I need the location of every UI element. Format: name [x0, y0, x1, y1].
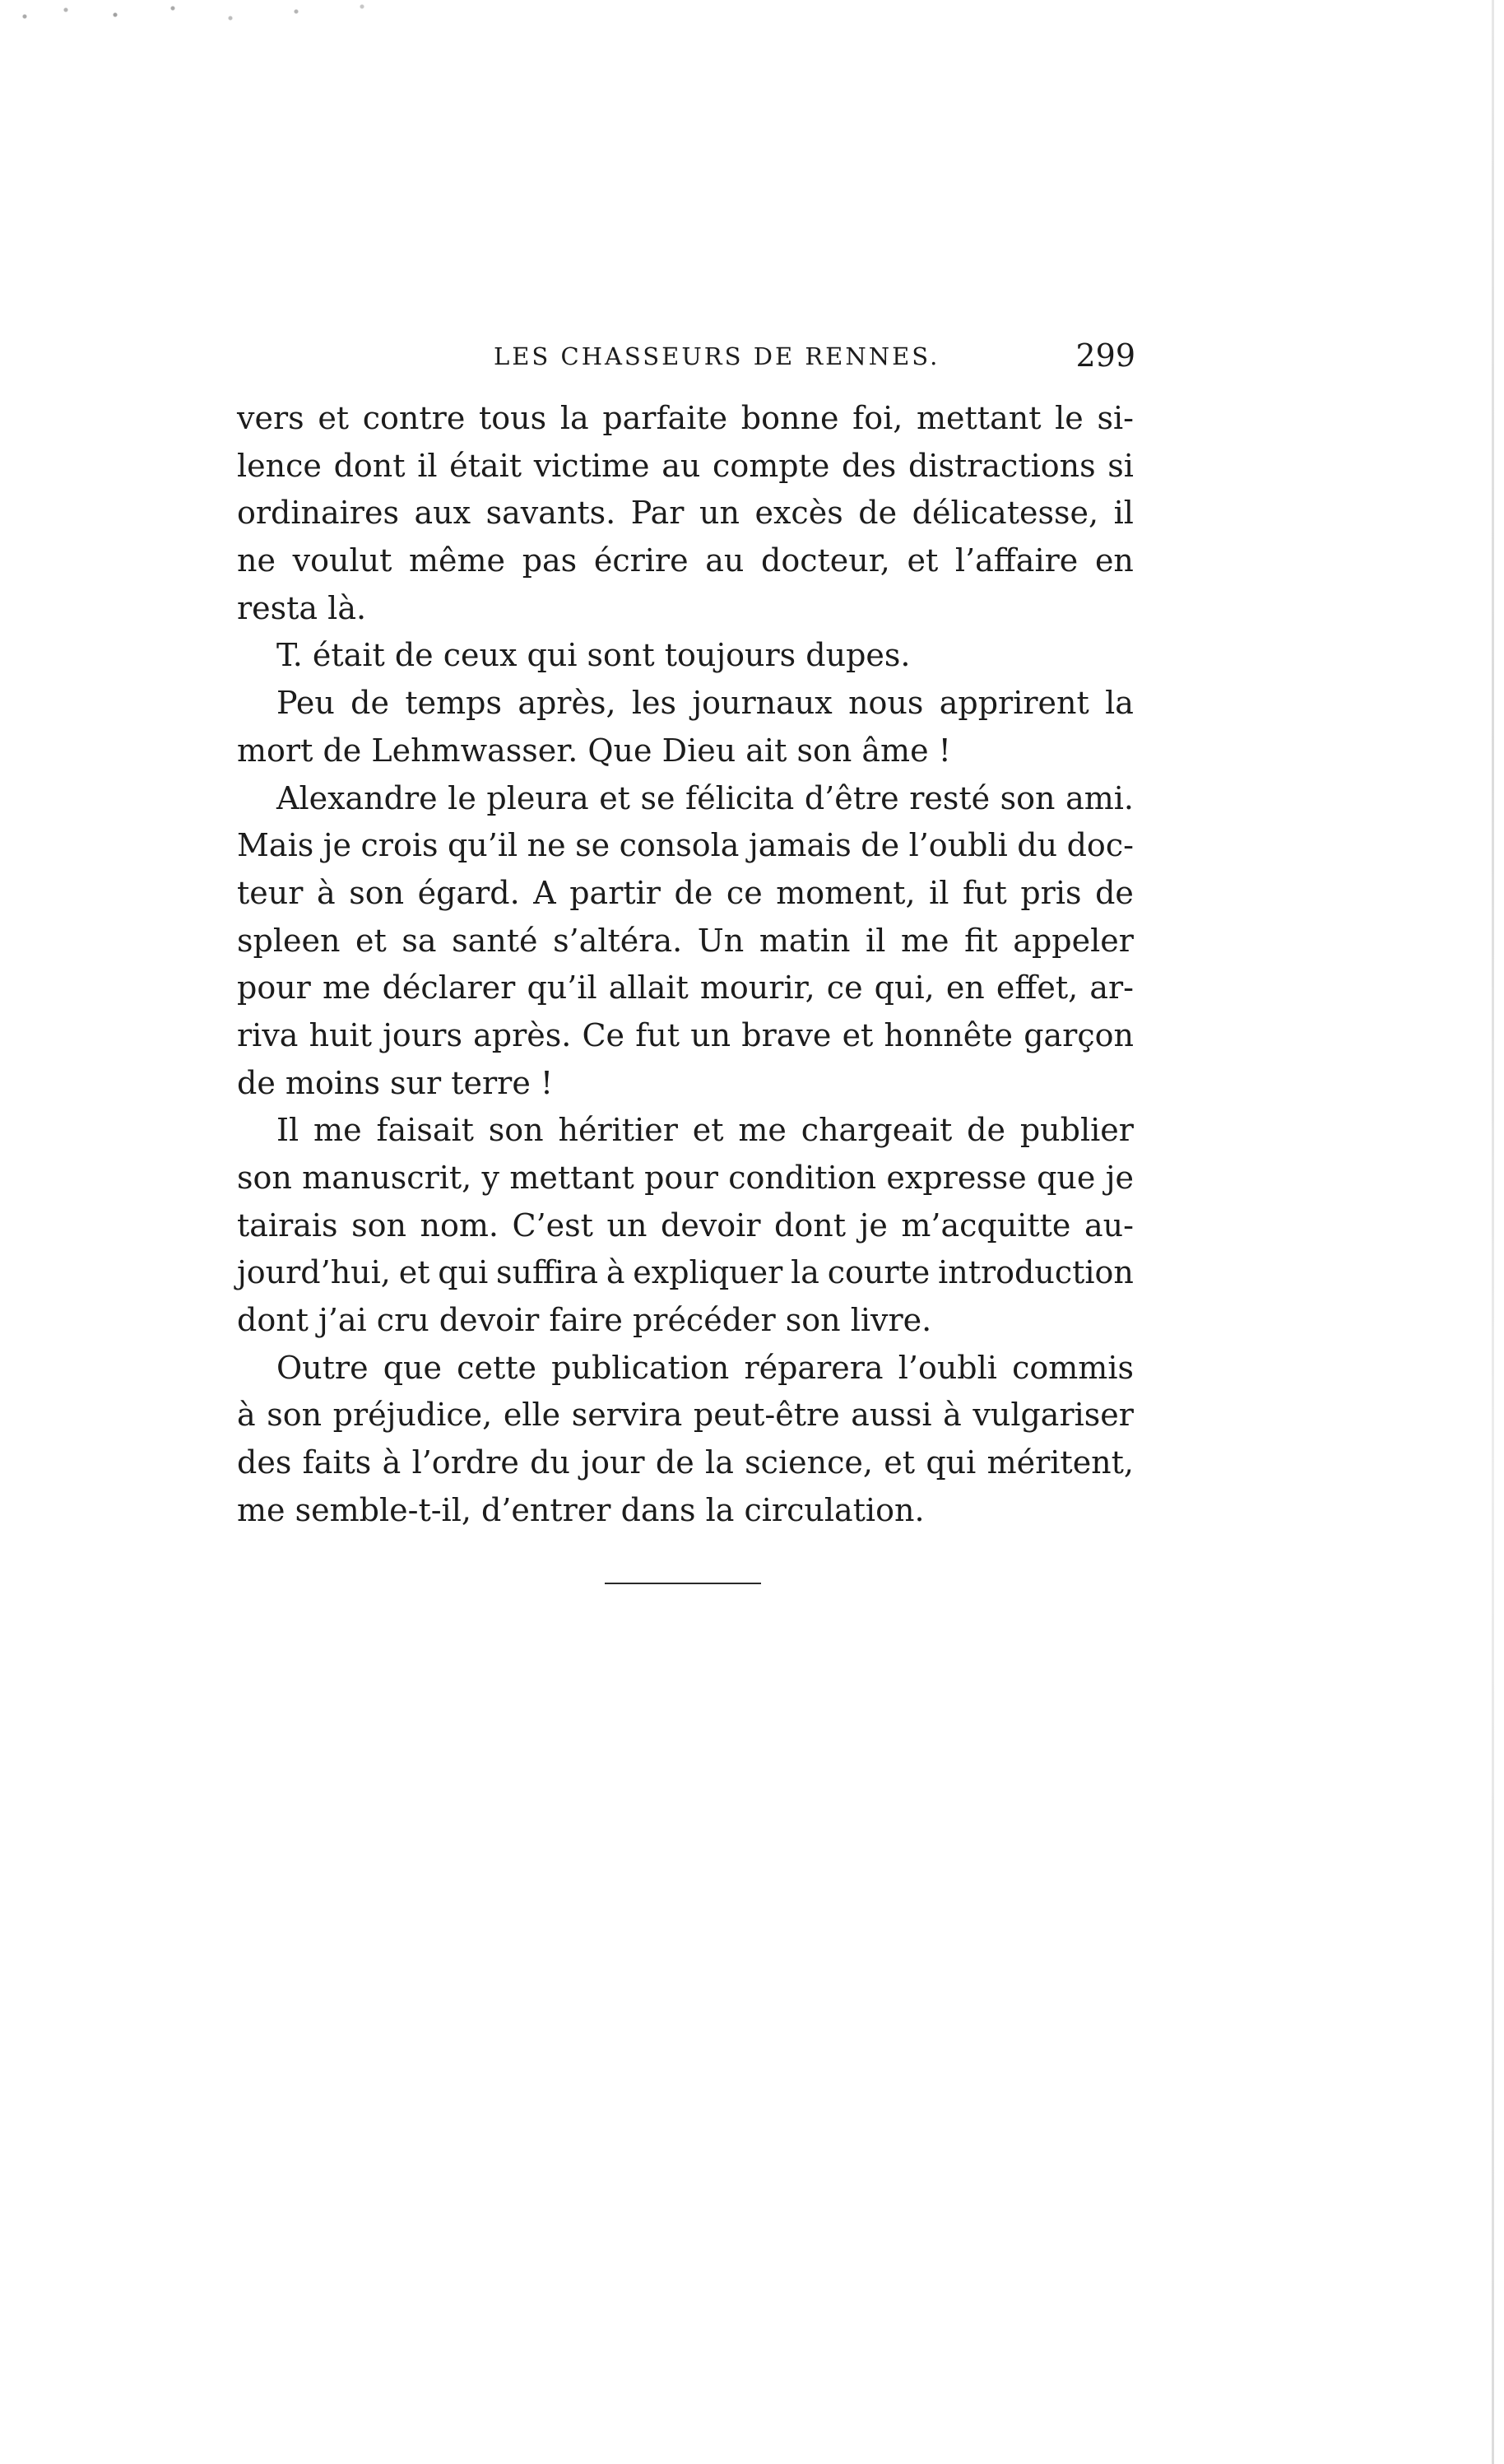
- word: en: [1094, 542, 1134, 579]
- word: son: [351, 1206, 406, 1244]
- word: y: [481, 1160, 500, 1196]
- text-line: [237, 1107, 1134, 1155]
- word: qu’il: [527, 969, 597, 1007]
- word: chargeait: [801, 1112, 953, 1149]
- word: me: [237, 1491, 295, 1528]
- text-line: [237, 965, 1134, 1012]
- word: tairais: [237, 1206, 338, 1244]
- word: savants.: [485, 495, 616, 532]
- word: !: [938, 732, 951, 769]
- word: dont: [774, 1206, 846, 1244]
- word: lence: [237, 447, 322, 484]
- word: des: [841, 447, 897, 484]
- text-line: [237, 918, 1134, 965]
- word: docteur,: [761, 542, 890, 579]
- word: égard.: [417, 874, 520, 911]
- word: et: [884, 1444, 915, 1481]
- word: moment,: [776, 874, 916, 911]
- word: l’oubli: [908, 827, 1008, 864]
- word: héritier: [558, 1112, 678, 1149]
- word: d’être: [804, 779, 899, 816]
- word: de: [674, 874, 713, 911]
- word: victime: [533, 447, 650, 484]
- word: parfaite: [602, 400, 728, 436]
- word: il: [929, 874, 949, 911]
- word: était: [312, 637, 395, 674]
- word: ait: [745, 732, 797, 769]
- word: je: [323, 827, 351, 864]
- word: au: [661, 447, 701, 484]
- word: moins: [285, 1064, 391, 1101]
- word: partir: [569, 874, 661, 911]
- word: précéder: [632, 1302, 786, 1339]
- word: de: [394, 637, 443, 674]
- word: félicita: [685, 779, 795, 816]
- word: effet,: [996, 969, 1079, 1007]
- word: il: [866, 922, 886, 959]
- word: manuscrit,: [302, 1160, 472, 1196]
- word: jours: [383, 1016, 462, 1053]
- text-line: [237, 632, 1134, 680]
- word: toujours: [664, 637, 806, 674]
- text-line: [237, 1249, 1134, 1297]
- word: qu’il: [447, 827, 518, 864]
- word: à: [237, 1397, 256, 1434]
- word: excès: [754, 495, 843, 532]
- scan-artifact: [0, 0, 428, 58]
- word: resté: [909, 779, 991, 816]
- word: sont: [587, 637, 665, 674]
- word: l’affaire: [954, 542, 1079, 579]
- word: son: [488, 1112, 544, 1149]
- word: et: [842, 1016, 874, 1053]
- word: du: [1017, 827, 1058, 864]
- word: spleen: [237, 922, 341, 959]
- word: Outre: [276, 1349, 369, 1386]
- word: ami.: [1065, 779, 1134, 816]
- word: doc-: [1066, 827, 1134, 864]
- word: Il: [276, 1112, 299, 1149]
- text-line: [237, 1202, 1134, 1250]
- word: dupes.: [805, 637, 911, 674]
- text-line: [237, 1345, 1134, 1392]
- word: aussi: [851, 1397, 932, 1434]
- word: nous: [848, 685, 924, 722]
- word: resta: [237, 589, 328, 626]
- text-line: [237, 1439, 1134, 1487]
- word: fit: [964, 922, 998, 959]
- word: et: [355, 922, 387, 959]
- word: de: [350, 685, 389, 722]
- word: dont: [333, 447, 406, 484]
- word: contre: [362, 400, 466, 436]
- word: se: [640, 779, 675, 816]
- word: m’acquitte: [901, 1206, 1071, 1244]
- word: Lehmwasser.: [371, 732, 588, 769]
- text-line: [237, 585, 1134, 633]
- word: se: [575, 827, 610, 864]
- word: Peu: [276, 685, 335, 722]
- word: que: [1037, 1160, 1096, 1196]
- word: science,: [745, 1444, 873, 1481]
- word: peut-être: [693, 1397, 840, 1434]
- word: de: [655, 1444, 694, 1481]
- text-line: [237, 822, 1134, 870]
- word: publication: [551, 1349, 730, 1386]
- word: délicatesse,: [912, 495, 1099, 532]
- word: des: [237, 1444, 292, 1481]
- word: garçon: [1024, 1016, 1134, 1053]
- word: crois: [360, 827, 439, 864]
- word: honnête: [884, 1016, 1014, 1053]
- word: son: [267, 1397, 323, 1434]
- word: que: [383, 1349, 443, 1386]
- word: j’ai: [318, 1302, 377, 1339]
- word: bonne: [740, 400, 839, 436]
- word: riva: [237, 1016, 299, 1053]
- word: et: [907, 542, 939, 579]
- word: publier: [1019, 1112, 1134, 1149]
- word: mourir,: [699, 969, 815, 1007]
- word: son: [349, 874, 405, 911]
- page-header: [494, 337, 1135, 387]
- word: me: [900, 922, 949, 959]
- word: elle: [503, 1397, 561, 1434]
- word: je: [859, 1206, 888, 1244]
- word: et: [318, 400, 350, 436]
- word: vulgariser: [972, 1397, 1134, 1434]
- text-line: [237, 1012, 1134, 1060]
- word: compte: [713, 447, 830, 484]
- word: de: [967, 1112, 1005, 1149]
- word: faire: [549, 1302, 633, 1339]
- word: dont: [237, 1302, 319, 1339]
- word: appeler: [1013, 922, 1134, 959]
- word: me: [322, 969, 371, 1007]
- word: allait: [608, 969, 689, 1007]
- word: servira: [571, 1397, 683, 1434]
- word: A: [533, 874, 556, 911]
- word: distractions: [908, 447, 1096, 484]
- section-divider: [605, 1583, 761, 1584]
- word: du: [530, 1444, 570, 1481]
- word: d’entrer: [481, 1491, 621, 1528]
- word: journaux: [692, 685, 833, 722]
- word: suffira: [496, 1254, 598, 1291]
- word: ar-: [1089, 969, 1134, 1007]
- word: condition: [728, 1160, 877, 1196]
- word: semble-t-il,: [295, 1491, 482, 1528]
- word: pour: [237, 969, 311, 1007]
- word: son: [1000, 779, 1056, 816]
- word: au-: [1084, 1206, 1134, 1244]
- word: le: [448, 779, 476, 816]
- word: et: [692, 1112, 724, 1149]
- word: je: [1105, 1160, 1134, 1196]
- text-line: [237, 775, 1134, 823]
- word: aux: [414, 495, 471, 532]
- word: fut: [962, 874, 1007, 911]
- word: jamais: [748, 827, 852, 864]
- word: pour: [644, 1160, 718, 1196]
- word: même: [409, 542, 506, 579]
- word: était: [449, 447, 522, 484]
- word: huit: [309, 1016, 372, 1053]
- word: consola: [619, 827, 740, 864]
- word: la: [1105, 685, 1134, 722]
- word: faits: [302, 1444, 372, 1481]
- word: courte: [827, 1254, 931, 1291]
- text-line: [237, 1392, 1134, 1439]
- word: T.: [276, 637, 313, 674]
- text-line: [237, 1297, 1134, 1345]
- word: terre: [451, 1064, 541, 1101]
- word: écrire: [593, 542, 689, 579]
- word: la: [705, 1491, 745, 1528]
- word: brave: [741, 1016, 832, 1053]
- word: Ce: [582, 1016, 625, 1053]
- word: teur: [237, 874, 304, 911]
- word: pris: [1020, 874, 1082, 911]
- word: ce: [826, 969, 863, 1007]
- word: à: [316, 874, 336, 911]
- word: qui: [527, 637, 587, 674]
- word: ne: [237, 542, 276, 579]
- word: méritent,: [986, 1444, 1134, 1481]
- word: la: [559, 400, 589, 436]
- word: Par: [630, 495, 685, 532]
- word: me: [313, 1112, 362, 1149]
- page-edge-shadow: [1492, 0, 1494, 2464]
- word: âme: [861, 732, 939, 769]
- word: ordinaires: [237, 495, 399, 532]
- word: devoir: [439, 1302, 550, 1339]
- word: apprirent: [939, 685, 1089, 722]
- text-line: [237, 870, 1134, 918]
- word: la: [791, 1254, 819, 1291]
- word: à: [943, 1397, 962, 1434]
- word: cru: [376, 1302, 439, 1339]
- word: jourd’hui,: [237, 1254, 391, 1291]
- word: à: [382, 1444, 402, 1481]
- word: C’est: [512, 1206, 593, 1244]
- word: expliquer: [633, 1254, 783, 1291]
- word: s’altéra.: [553, 922, 683, 959]
- word: l’ordre: [411, 1444, 519, 1481]
- word: pleura: [486, 779, 589, 816]
- word: les: [631, 685, 677, 722]
- text-line: [237, 490, 1134, 537]
- word: réparera: [744, 1349, 884, 1386]
- word: expresse: [886, 1160, 1027, 1196]
- text-line: [237, 680, 1134, 728]
- word: ne: [527, 827, 566, 864]
- word: pas: [522, 542, 578, 579]
- word: là.: [327, 589, 367, 626]
- word: le: [1055, 400, 1084, 436]
- word: dans: [620, 1491, 706, 1528]
- word: vers: [237, 400, 304, 436]
- word: déclarer: [382, 969, 516, 1007]
- word: circulation.: [744, 1491, 925, 1528]
- word: ceux: [443, 637, 527, 674]
- word: Dieu: [661, 732, 746, 769]
- word: Alexandre: [276, 779, 438, 816]
- word: nom.: [420, 1206, 499, 1244]
- word: si: [1107, 447, 1134, 484]
- word: voulut: [292, 542, 392, 579]
- word: mort: [237, 732, 323, 769]
- word: !: [540, 1064, 554, 1101]
- body-text: [237, 395, 1134, 1535]
- running-title: LES CHASSEURS DE RENNES.: [494, 342, 940, 370]
- word: l’oubli: [898, 1349, 997, 1386]
- word: jour: [581, 1444, 645, 1481]
- word: de: [861, 827, 900, 864]
- word: si-: [1097, 400, 1134, 436]
- word: un: [690, 1016, 731, 1053]
- word: et: [398, 1254, 430, 1291]
- word: santé: [452, 922, 538, 959]
- word: Un: [697, 922, 745, 959]
- word: ce: [726, 874, 763, 911]
- word: au: [705, 542, 745, 579]
- text-line: [237, 1487, 1134, 1535]
- text-line: [237, 395, 1134, 443]
- word: après,: [518, 685, 616, 722]
- word: commis: [1012, 1349, 1134, 1386]
- word: son: [785, 1302, 851, 1339]
- text-line: [237, 443, 1134, 490]
- word: son: [796, 732, 862, 769]
- word: la: [705, 1444, 734, 1481]
- word: en: [945, 969, 985, 1007]
- word: qui: [926, 1444, 977, 1481]
- word: mettant: [917, 400, 1042, 436]
- word: Mais: [237, 827, 314, 864]
- word: temps: [405, 685, 502, 722]
- word: Que: [587, 732, 662, 769]
- word: faisait: [376, 1112, 474, 1149]
- word: introduction: [938, 1254, 1134, 1291]
- word: tous: [479, 400, 547, 436]
- word: son: [237, 1160, 292, 1196]
- word: de: [237, 1064, 285, 1101]
- word: me: [738, 1112, 787, 1149]
- word: matin: [759, 922, 851, 959]
- word: sa: [402, 922, 437, 959]
- word: de: [1095, 874, 1134, 911]
- word: cette: [457, 1349, 536, 1386]
- word: de: [858, 495, 898, 532]
- word: mettant: [509, 1160, 634, 1196]
- word: qui,: [874, 969, 935, 1007]
- word: un: [699, 495, 740, 532]
- word: préjudice,: [332, 1397, 493, 1434]
- word: livre.: [850, 1302, 932, 1339]
- word: à: [606, 1254, 625, 1291]
- word: après.: [473, 1016, 572, 1053]
- word: devoir: [661, 1206, 761, 1244]
- text-line: [237, 1155, 1134, 1202]
- word: il: [417, 447, 438, 484]
- word: il: [1113, 495, 1134, 532]
- text-line: [237, 728, 1134, 775]
- word: foi,: [852, 400, 903, 436]
- word: sur: [390, 1064, 452, 1101]
- text-line: [237, 537, 1134, 585]
- word: fut: [635, 1016, 680, 1053]
- word: un: [606, 1206, 648, 1244]
- word: qui: [438, 1254, 489, 1291]
- page-number: 299: [1075, 337, 1135, 374]
- text-line: [237, 1060, 1134, 1108]
- word: et: [599, 779, 630, 816]
- word: de: [323, 732, 372, 769]
